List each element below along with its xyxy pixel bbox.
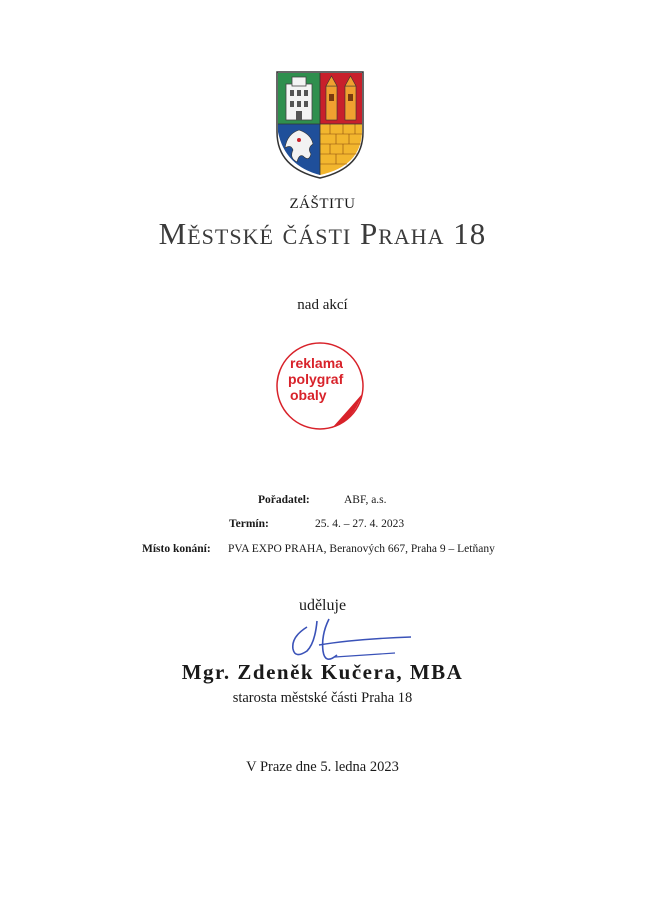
logo-line: reklama [290,355,343,371]
organizer-label: Pořadatel: [258,494,310,506]
signatory-role: starosta městské části Praha 18 [232,690,413,706]
venue-value: PVA EXPO PRAHA, Beranových 667, Praha 9 – Letňany [228,543,495,555]
venue-label: Místo konání: [142,543,211,555]
grants-text: uděluje [298,597,347,614]
logo-line: polygraf [288,371,344,387]
intro-text: nad akcí [297,297,348,313]
event-logo [274,340,366,432]
date-value: 25. 4. – 27. 4. 2023 [315,518,405,530]
organizer-value: ABF, a.s. [344,494,387,506]
signatory-name: Mgr. Zdeněk Kučera, MBA [181,660,464,684]
page-title: Městské části Praha 18 [158,216,487,251]
logo-line: obaly [290,387,327,403]
coat-of-arms-emblem [275,70,365,180]
pretitle: ZÁŠTITU [289,196,356,212]
place-and-date: V Praze dne 5. ledna 2023 [246,759,399,775]
date-label: Termín: [229,518,269,530]
